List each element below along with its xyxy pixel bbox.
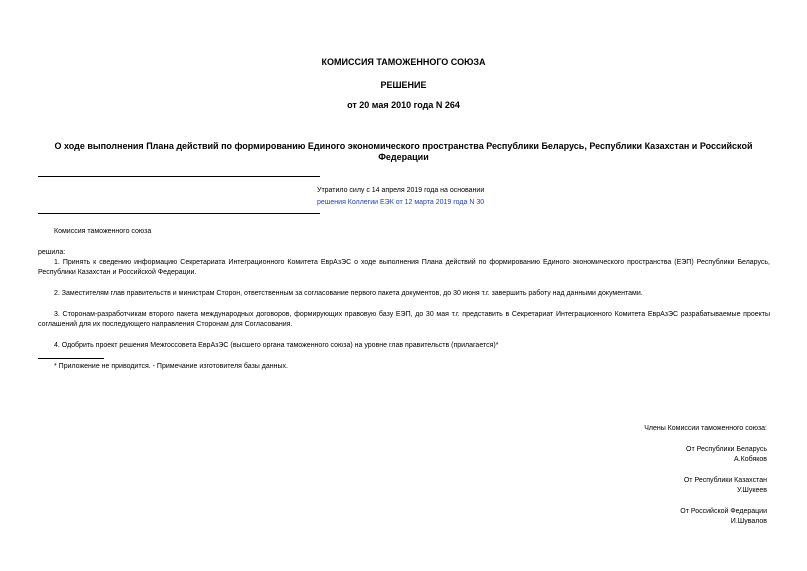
signature-name: А.Кобяков	[734, 456, 767, 463]
signatures-heading: Члены Комиссии таможенного союза:	[644, 425, 767, 432]
signature-country: От Республики Казахстан	[683, 477, 767, 484]
item-4: 4. Одобрить проект решения Межгоссовета ЕврАзЭС (высшего органа таможенного союза) на уровне глав правительств (прилагается)*	[54, 342, 499, 349]
decided-label: решила:	[38, 249, 66, 256]
doc-type-heading: РЕШЕНИЕ	[380, 80, 427, 90]
divider-bottom	[38, 213, 320, 214]
item-2: 2. Заместителям глав правительств и министрам Сторон, ответственным за согласование первого пакета документов, до 30 июня т.г. завершить работу над данными документами.	[54, 290, 643, 297]
footnote: * Приложение не приводится. - Примечание изготовителя базы данных.	[54, 363, 288, 370]
item-3: 3. Сторонам-разработчикам второго пакета международных договоров, формирующих правовую базу ЕЭП, до 30 мая т.г. представить в Секретариат Интеграционного Комитета ЕврАзЭС разрабатываемые проекты соглашений для их последующего направления Сторонам для Согласования.	[38, 311, 770, 328]
item-1: 1. Принять к сведению информацию Секретариата Интеграционного Комитета ЕврАзЭС о ходе выполнения Плана действий по формированию Единого экономического пространства (ЕЭП) Республики Беларусь, Республики Казахстан и Российской Федерации.	[38, 259, 770, 276]
divider-top	[38, 176, 320, 177]
signature-name: У.Шукеев	[736, 487, 767, 494]
status-text: Утратило силу с 14 апреля 2019 года на основании	[317, 187, 485, 194]
intro-text: Комиссия таможенного союза	[54, 228, 152, 235]
repeal-link[interactable]: решения Коллегии ЕЭК от 12 марта 2019 года N 30	[317, 199, 485, 206]
document-title: О ходе выполнения Плана действий по формированию Единого экономического пространства Республики Беларусь, Республики Казахстан и Российской Федерации	[54, 141, 753, 162]
signature-country: От Республики Беларусь	[686, 446, 767, 453]
date-number: от 20 мая 2010 года N 264	[347, 100, 460, 110]
footnote-divider	[38, 358, 104, 359]
org-heading: КОМИССИЯ ТАМОЖЕННОГО СОЮЗА	[321, 57, 486, 67]
signature-country: От Российской Федерации	[680, 508, 767, 515]
signature-name: И.Шувалов	[730, 518, 767, 525]
